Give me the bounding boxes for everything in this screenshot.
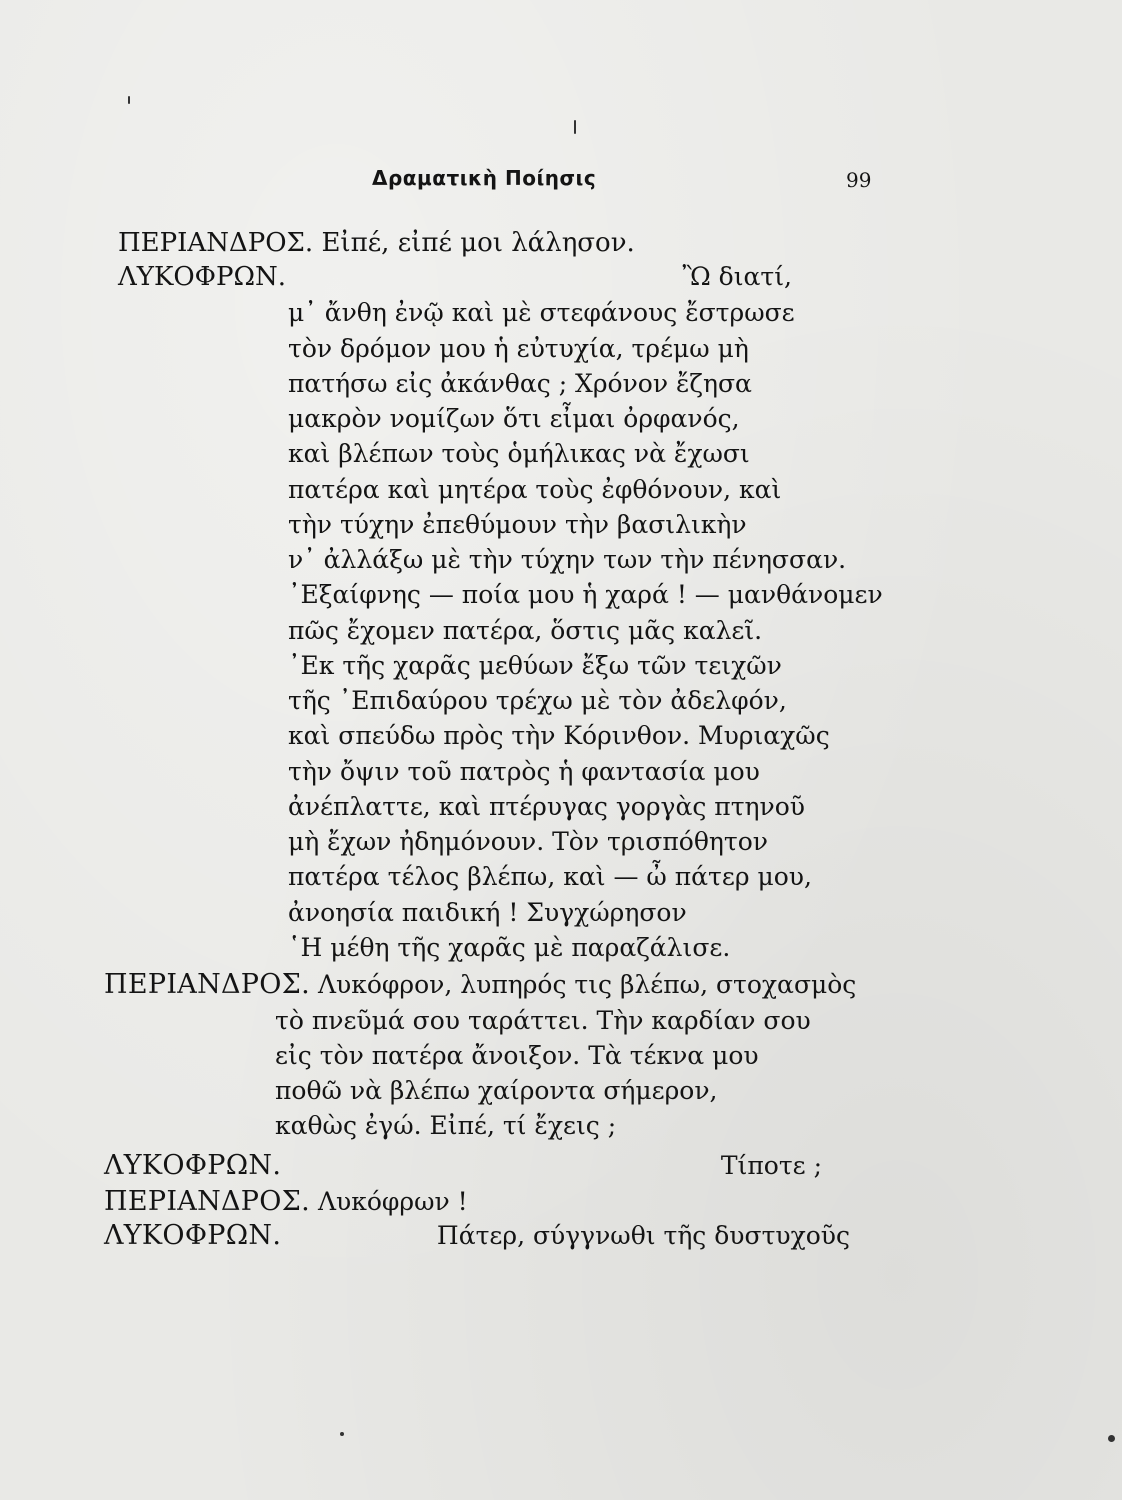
verse-line: τὴν τύχην ἐπεθύμουν τὴν βασιλικὴν bbox=[288, 510, 747, 539]
verse-line: καθὼς ἐγώ. Εἰπέ, τί ἔχεις ; bbox=[275, 1111, 617, 1140]
verse-line: πατέρα καὶ μητέρα τοὺς ἐφθόνουν, καὶ bbox=[288, 475, 782, 504]
verse-line: ᾿Εκ τῆς χαρᾶς μεθύων ἔξω τῶν τειχῶν bbox=[288, 651, 782, 680]
verse-line: μακρὸν νομίζων ὅτι εἶμαι ὀρφανός, bbox=[288, 404, 740, 433]
verse-line: Ὢ διατί, bbox=[682, 262, 792, 291]
paper-speck bbox=[574, 120, 576, 134]
verse-line: τὸν δρόμον μου ἡ εὐτυχία, τρέμω μὴ bbox=[288, 334, 749, 363]
speaker-name: ΠΕΡΙΑΝΔΡΟΣ. bbox=[104, 1186, 310, 1217]
verse-line: ᾿Εξαίφνης — ποία μου ἡ χαρά ! — μανθάνομεν bbox=[288, 580, 883, 609]
speaker-name: ΠΕΡΙΑΝΔΡΟΣ. bbox=[104, 969, 310, 1000]
verse-line: τὸ πνεῦμά σου ταράττει. Τὴν καρδίαν σου bbox=[275, 1006, 811, 1035]
verse-line: Λυκόφρων ! bbox=[318, 1187, 468, 1216]
speaker-name: ΛΥΚΟΦΡΩΝ. bbox=[104, 1150, 282, 1181]
speaker-name: ΛΥΚΟΦΡΩΝ. bbox=[104, 1220, 282, 1251]
verse-line: ῾Η μέθη τῆς χαρᾶς μὲ παραζάλισε. bbox=[288, 933, 731, 962]
verse-line: πῶς ἔχομεν πατέρα, ὅστις μᾶς καλεῖ. bbox=[288, 616, 763, 645]
verse-line: καὶ σπεύδω πρὸς τὴν Κόρινθον. Μυριαχῶς bbox=[288, 721, 830, 750]
verse-line: μ᾿ ἄνθη ἐνῷ καὶ μὲ στεφάνους ἔστρωσε bbox=[288, 298, 795, 327]
page-number: 99 bbox=[846, 168, 872, 192]
verse-line: πατήσω εἰς ἀκάνθας ; Χρόνον ἔζησα bbox=[288, 369, 752, 398]
verse-line: ΠΕΡΙΑΝΔΡΟΣ. Εἰπέ, εἰπέ μοι λάλησον. bbox=[118, 228, 635, 258]
paper-speck bbox=[128, 96, 130, 104]
paper-speck bbox=[340, 1432, 344, 1436]
speaker-name: ΛΥΚΟΦΡΩΝ. bbox=[118, 262, 287, 292]
verse-line: Πάτερ, σύγγνωθι τῆς δυστυχοῦς bbox=[436, 1221, 850, 1250]
verse-line: τὴν ὄψιν τοῦ πατρὸς ἡ φαντασία μου bbox=[288, 757, 760, 786]
verse-line: Τίποτε ; bbox=[720, 1151, 822, 1180]
verse-line: καὶ βλέπων τοὺς ὁμήλικας νὰ ἔχωσι bbox=[288, 439, 750, 468]
verse-line: ἀνοησία παιδική ! Συγχώρησον bbox=[288, 898, 687, 927]
running-header: Δραματικὴ Ποίησις bbox=[372, 166, 597, 190]
verse-line: ν᾿ ἀλλάξω μὲ τὴν τύχην των τὴν πένησσαν. bbox=[288, 545, 847, 574]
verse-line: Λυκόφρον, λυπηρός τις βλέπω, στοχασμὸς bbox=[318, 970, 857, 999]
paper-speck bbox=[1108, 1435, 1115, 1442]
verse-line: μὴ ἔχων ἠδημόνουν. Τὸν τρισπόθητον bbox=[288, 827, 768, 856]
verse-line: εἰς τὸν πατέρα ἄνοιξον. Τὰ τέκνα μου bbox=[275, 1041, 759, 1070]
verse-line: τῆς ᾿Επιδαύρου τρέχω μὲ τὸν ἀδελφόν, bbox=[288, 686, 787, 715]
verse-line: ποθῶ νὰ βλέπω χαίροντα σήμερον, bbox=[275, 1076, 718, 1105]
verse-line: ἀνέπλαττε, καὶ πτέρυγας γοργὰς πτηνοῦ bbox=[288, 792, 805, 821]
verse-line: πατέρα τέλος βλέπω, καὶ — ὦ πάτερ μου, bbox=[288, 862, 812, 891]
